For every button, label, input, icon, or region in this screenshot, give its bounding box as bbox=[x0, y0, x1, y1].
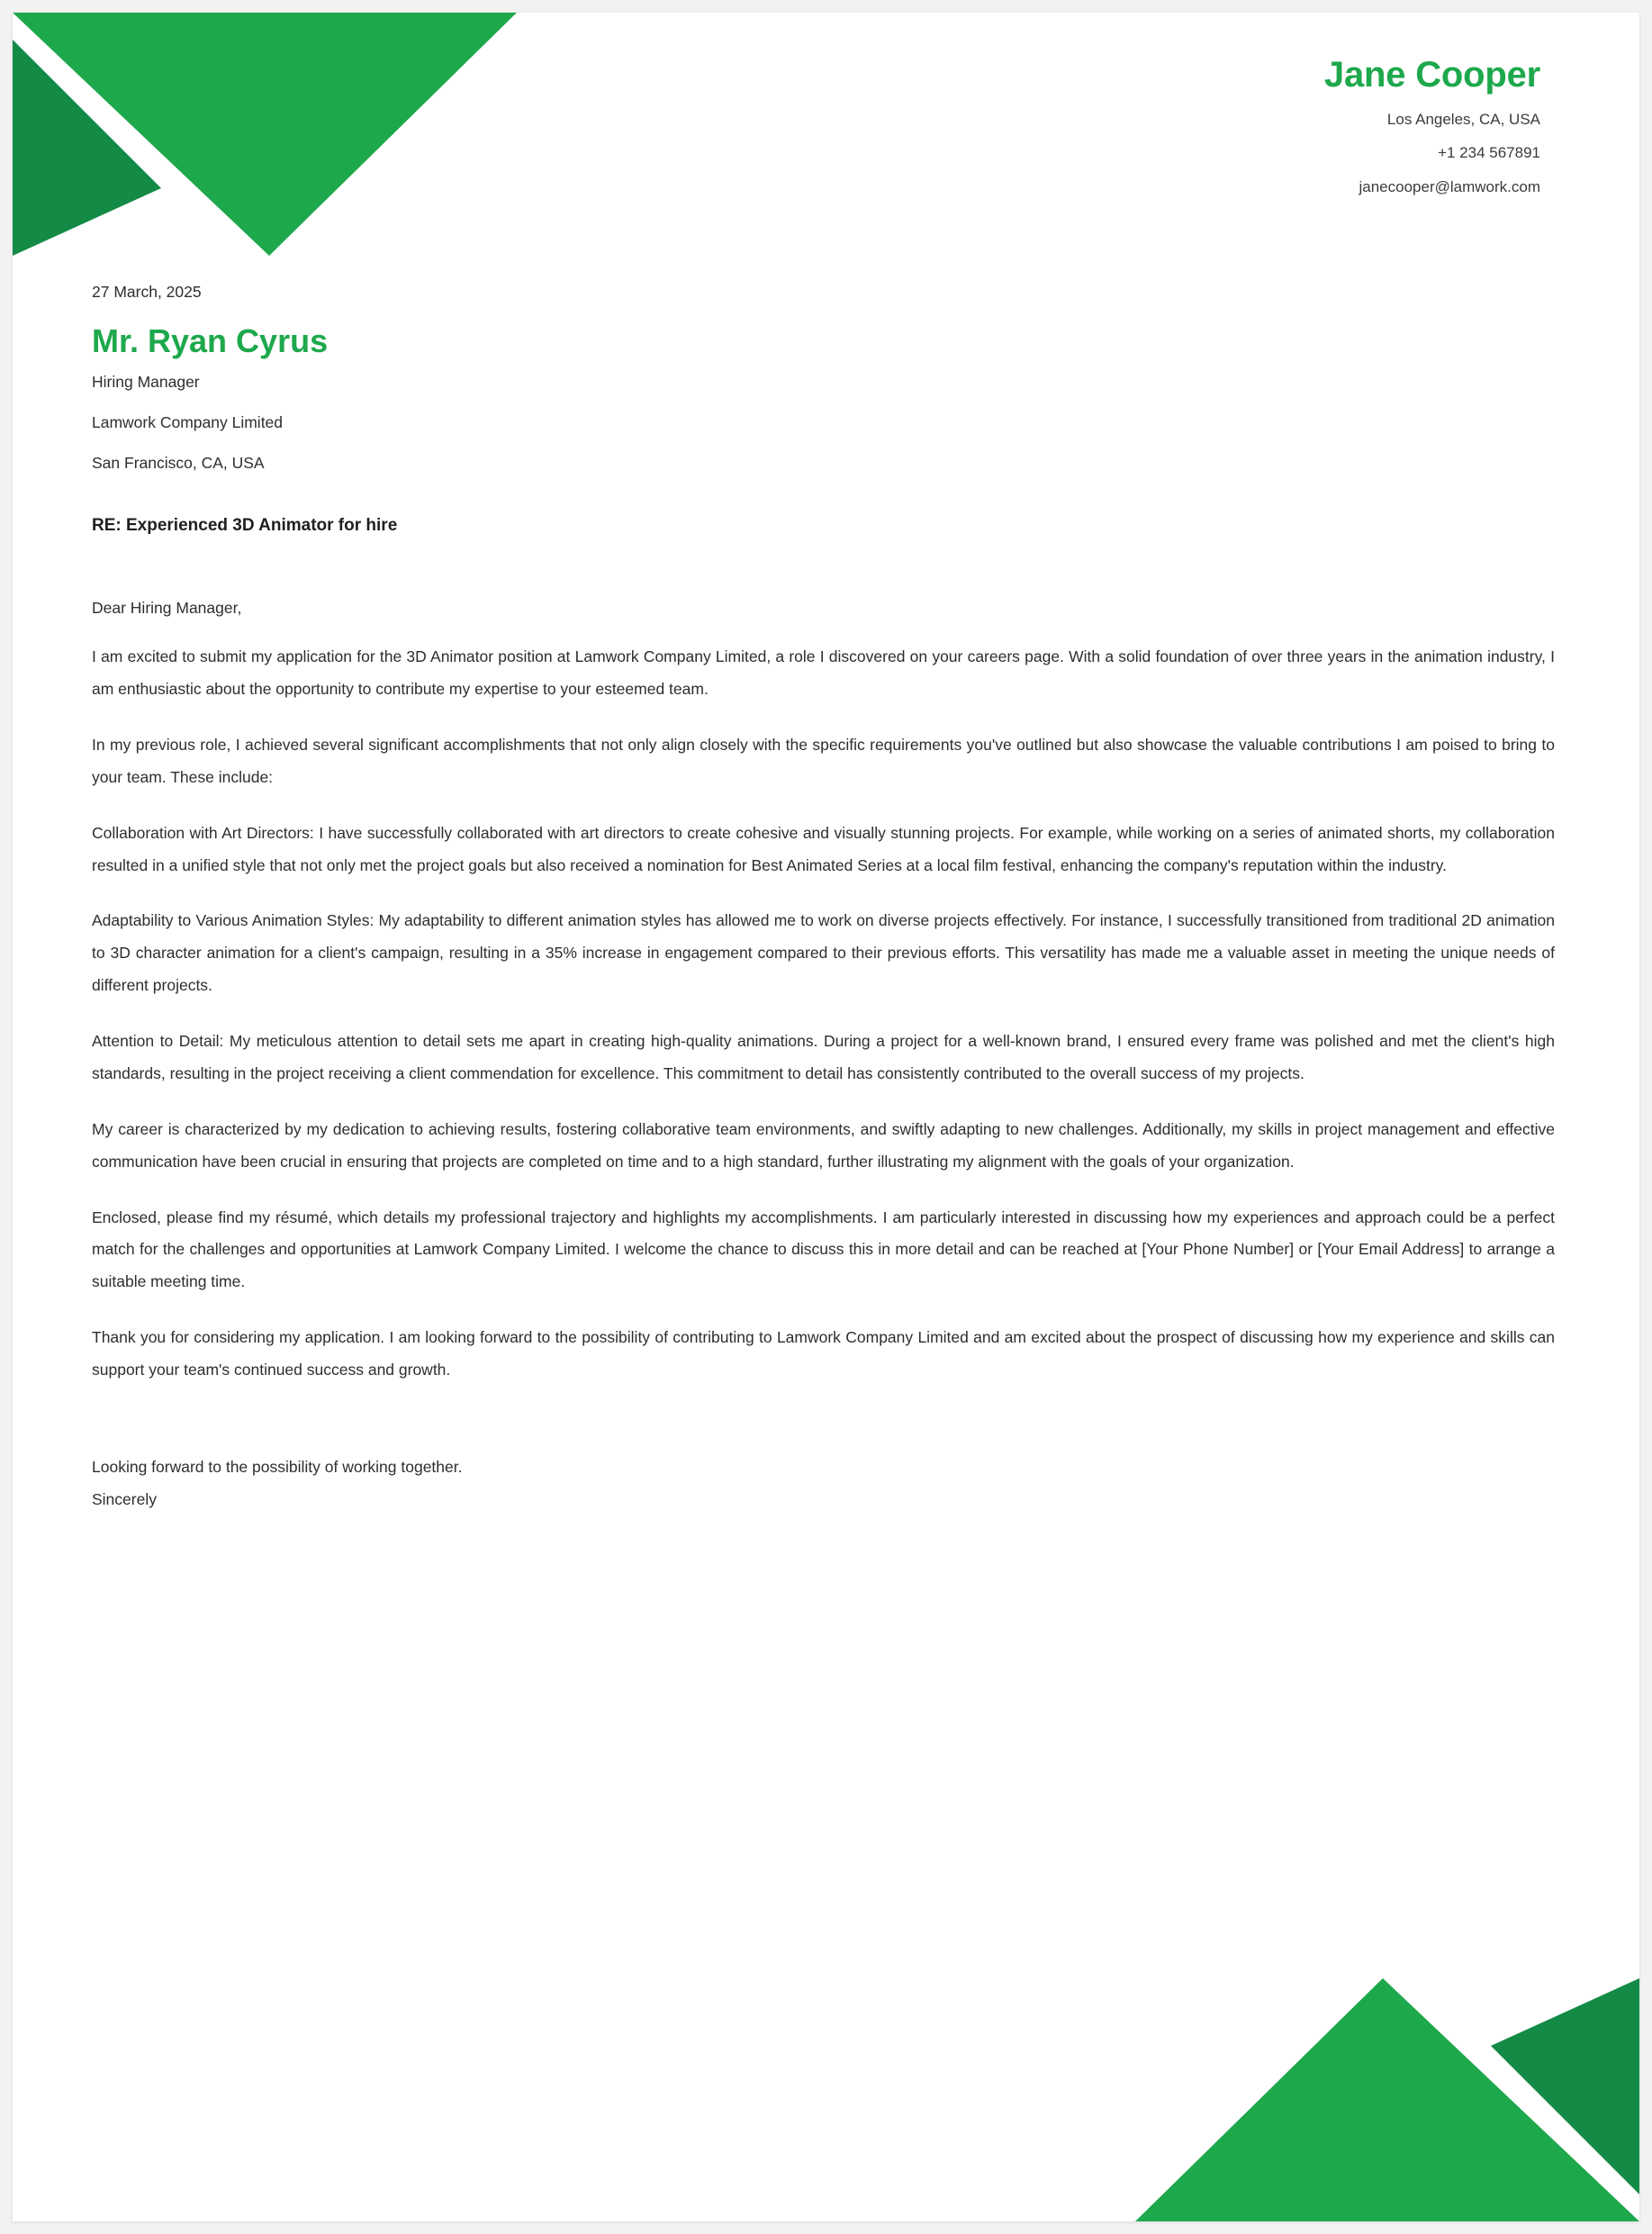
sender-header bbox=[1324, 54, 1540, 196]
recipient-company: Lamwork Company Limited bbox=[92, 413, 284, 432]
body-paragraph: In my previous role, I achieved several significant accomplishments that not only align closely with the specific requirements you've outlined but also showcase the valuable contributions I am poised to bring to your team. These include: bbox=[92, 735, 1555, 786]
salutation: Dear Hiring Manager, bbox=[92, 599, 242, 618]
sender-email: janecooper@lamwork.com bbox=[1359, 177, 1540, 195]
subject-line: RE: Experienced 3D Animator for hire bbox=[92, 516, 398, 536]
top-left-decoration-icon bbox=[13, 13, 517, 256]
body-paragraph: I am excited to submit my application for the 3D Animator position at Lamwork Company Limited, a role I discovered on your careers page. With a solid foundation of over three years in the animation industry, I am enthusiastic about the opportunity to contribute my expertise to your esteemed team. bbox=[92, 647, 1555, 699]
letter-date: 27 March, 2025 bbox=[92, 283, 202, 301]
signoff: Sincerely bbox=[92, 1489, 157, 1508]
body-paragraph: Enclosed, please find my résumé, which details my professional trajectory and highlights my accomplishments. I am particularly interested in discussing how my experiences and approach could be a perfect match for the challenges and opportunities at Lamwork Company Limited. I welcome the chance to discuss this in more detail and can be reached at [Your Phone Number] or [Your Email Address] to arrange a suitable meeting time. bbox=[92, 1207, 1555, 1291]
body-paragraph: Collaboration with Art Directors: I have successfully collaborated with art directors to create cohesive and visually stunning projects. For example, while working on a series of animated shorts, my collaboration resulted in a unified style that not only met the project goals but also received a nomination for Best Animated Series at a local film festival, enhancing the company's reputation within the industry. bbox=[92, 823, 1555, 874]
recipient-title: Hiring Manager bbox=[92, 373, 200, 392]
cover-letter-document bbox=[13, 13, 1639, 2221]
closing-line: Looking forward to the possibility of working together. bbox=[92, 1457, 463, 1476]
body-paragraph: My career is characterized by my dedication to achieving results, fostering collaborative team environments, and swiftly adapting to new challenges. Additionally, my skills in project management and effective communication have been crucial in ensuring that projects are completed on time and to a high standard, further illustrating my alignment with the goals of your organization. bbox=[92, 1119, 1555, 1171]
sender-phone: +1 234 567891 bbox=[1438, 144, 1540, 162]
letter-body bbox=[92, 283, 1555, 1516]
body-paragraph: Thank you for considering my application. I am looking forward to the possibility of contributing to Lamwork Company Limited and am excited about the prospect of discussing how my experience and skills can support your team's continued success and growth. bbox=[92, 1328, 1555, 1379]
recipient-location: San Francisco, CA, USA bbox=[92, 454, 265, 473]
closing-block bbox=[92, 1452, 1555, 1516]
sender-name: Jane Cooper bbox=[1323, 55, 1540, 95]
recipient-name: Mr. Ryan Cyrus bbox=[92, 322, 329, 359]
sender-location: Los Angeles, CA, USA bbox=[1386, 111, 1540, 128]
body-paragraph: Attention to Detail: My meticulous attention to detail sets me apart in creating high-quality animations. During a project for a well-known brand, I ensured every frame was polished and met the client's high standards, resulting in the project receiving a client commendation for excellence. This commitment to detail has consistently contributed to the overall success of my projects. bbox=[92, 1032, 1555, 1082]
body-paragraph: Adaptability to Various Animation Styles: My adaptability to different animation styles has allowed me to work on diverse projects effectively. For instance, I successfully transitioned from traditional 2D animation to 3D character animation for a client's campaign, resulting in a 35% increase in engagement compared to their previous efforts. This versatility has made me a valuable asset in meeting the unique needs of different projects. bbox=[92, 911, 1555, 995]
paragraph-list bbox=[92, 641, 1555, 1387]
bottom-right-decoration-icon bbox=[1135, 1978, 1639, 2221]
